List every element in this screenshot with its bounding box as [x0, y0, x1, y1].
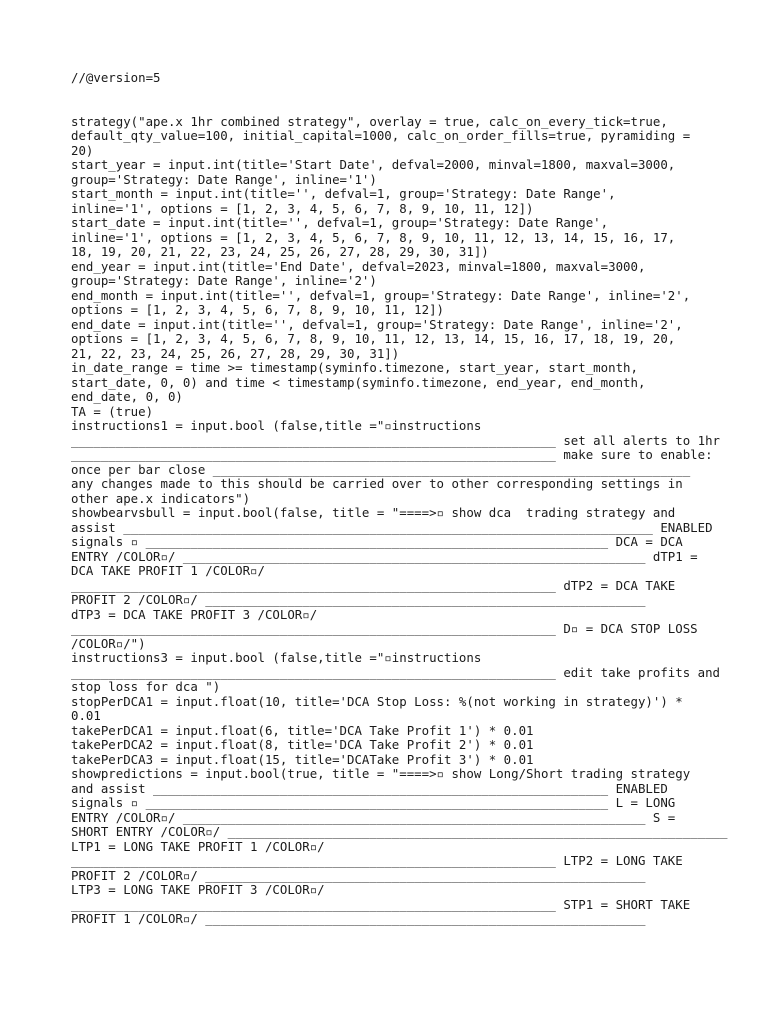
- code-line: DCA TAKE PROFIT 1 /COLOR▫/: [71, 563, 265, 578]
- code-line: dTP3 = DCA TAKE PROFIT 3 /COLOR▫/: [71, 606, 318, 622]
- code-line: group='Strategy: Date Range', inline='2'): [71, 273, 377, 288]
- code-line: TA = (true): [71, 403, 154, 419]
- code-line: group='Strategy: Date Range', inline='1'): [71, 171, 377, 187]
- code-line: end_date = input.int(title='', defval=1, group='Strategy: Date Range', inline='2',: [71, 316, 683, 332]
- code-line: 0.01: [71, 708, 101, 723]
- code-line: 20): [71, 142, 94, 158]
- code-line: end_year = input.int(title='End Date', defval=2023, minval=1800, maxval=3000,: [71, 258, 646, 274]
- code-block: [71, 70, 728, 927]
- code-line: signals ▫ ______________________________________________________________ L = LONG: [71, 795, 676, 810]
- code-line: _________________________________________________________________ edit take profits and: [71, 664, 721, 680]
- code-line: stop loss for dca "): [71, 679, 221, 694]
- code-line: once per bar close ________________________________________________________________: [71, 461, 691, 477]
- code-line: takePerDCA2 = input.float(8, title='DCA Take Profit 2') * 0.01: [71, 737, 534, 752]
- code-line: _________________________________________________________________ make sure to enable:: [71, 447, 713, 462]
- code-line: PROFIT 1 /COLOR▫/ ___________________________________________________________: [71, 911, 646, 926]
- code-line: _________________________________________________________________ D▫ = DCA STOP LOSS: [71, 621, 698, 636]
- code-line: inline='1', options = [1, 2, 3, 4, 5, 6, 7, 8, 9, 10, 11, 12]): [71, 200, 534, 216]
- code-line: options = [1, 2, 3, 4, 5, 6, 7, 8, 9, 10, 11, 12, 13, 14, 15, 16, 17, 18, 19, 20,: [71, 331, 676, 346]
- code-line: start_date = input.int(title='', defval=1, group='Strategy: Date Range',: [71, 215, 609, 230]
- code-line: _________________________________________________________________ STP1 = SHORT TAKE: [71, 896, 691, 912]
- code-line: /COLOR▫/"): [71, 635, 146, 651]
- code-line: default_qty_value=100, initial_capital=1000, calc_on_order_fills=true, pyramiding =: [71, 128, 691, 143]
- code-line: takePerDCA3 = input.float(15, title='DCATake Profit 3') * 0.01: [71, 751, 534, 767]
- code-line: end_date, 0, 0): [71, 389, 183, 404]
- code-line: PROFIT 2 /COLOR▫/ ___________________________________________________________: [71, 592, 646, 607]
- code-line: any changes made to this should be carried over to other corresponding settings in: [71, 476, 683, 491]
- code-line: inline='1', options = [1, 2, 3, 4, 5, 6, 7, 8, 9, 10, 11, 12, 13, 14, 15, 16, 17,: [71, 229, 676, 245]
- code-line: start_date, 0, 0) and time < timestamp(syminfo.timezone, end_year, end_month,: [71, 374, 646, 390]
- code-line: PROFIT 2 /COLOR▫/ ___________________________________________________________: [71, 867, 646, 883]
- code-line: start_year = input.int(title='Start Date', defval=2000, minval=1800, maxval=3000,: [71, 157, 676, 172]
- code-line: options = [1, 2, 3, 4, 5, 6, 7, 8, 9, 10, 11, 12]): [71, 302, 444, 317]
- code-line: takePerDCA1 = input.float(6, title='DCA Take Profit 1') * 0.01: [71, 722, 534, 738]
- code-line: strategy("ape.x 1hr combined strategy", overlay = true, calc_on_every_tick=true,: [71, 113, 668, 129]
- code-line: SHORT ENTRY /COLOR▫/ ___________________________________________________________________: [71, 824, 728, 839]
- code-line: _________________________________________________________________ dTP2 = DCA TAKE: [71, 577, 676, 593]
- code-line: showpredictions = input.bool(true, title = "====>▫ show Long/Short trading strategy: [71, 766, 691, 781]
- code-line: instructions1 = input.bool (false,title ="▫instructions: [71, 418, 482, 433]
- code-line: [71, 86, 721, 101]
- code-line: [71, 100, 721, 115]
- code-line: end_month = input.int(title='', defval=1, group='Strategy: Date Range', inline='2',: [71, 287, 691, 303]
- code-line: ENTRY /COLOR▫/ ______________________________________________________________ dTP1 =: [71, 548, 698, 564]
- code-line: showbearvsbull = input.bool(false, title = "====>▫ show dca trading strategy and: [71, 505, 676, 520]
- code-line: 21, 22, 23, 24, 25, 26, 27, 28, 29, 30, 31]): [71, 345, 400, 361]
- code-line: LTP3 = LONG TAKE PROFIT 3 /COLOR▫/: [71, 882, 325, 897]
- code-line: stopPerDCA1 = input.float(10, title='DCA Stop Loss: %(not working in strategy)') *: [71, 693, 683, 709]
- code-line: //@version=5: [71, 70, 161, 85]
- code-line: ENTRY /COLOR▫/ ______________________________________________________________ S =: [71, 809, 676, 825]
- code-line: signals ▫ ______________________________________________________________ DCA = DCA: [71, 534, 683, 549]
- code-line: 18, 19, 20, 21, 22, 23, 24, 25, 26, 27, 28, 29, 30, 31]): [71, 244, 489, 259]
- code-line: assist _______________________________________________________________________ ENABLED: [71, 519, 713, 535]
- code-line: LTP1 = LONG TAKE PROFIT 1 /COLOR▫/: [71, 838, 325, 854]
- code-line: _________________________________________________________________ set all alerts to 1hr: [71, 432, 721, 448]
- code-line: in_date_range = time >= timestamp(syminfo.timezone, start_year, start_month,: [71, 360, 638, 375]
- code-line: instructions3 = input.bool (false,title ="▫instructions: [71, 650, 482, 665]
- code-line: _________________________________________________________________ LTP2 = LONG TAKE: [71, 853, 683, 868]
- code-line: other ape.x indicators"): [71, 490, 251, 506]
- code-line: start_month = input.int(title='', defval=1, group='Strategy: Date Range',: [71, 186, 616, 201]
- code-line: and assist _____________________________________________________________ ENABLED: [71, 780, 668, 796]
